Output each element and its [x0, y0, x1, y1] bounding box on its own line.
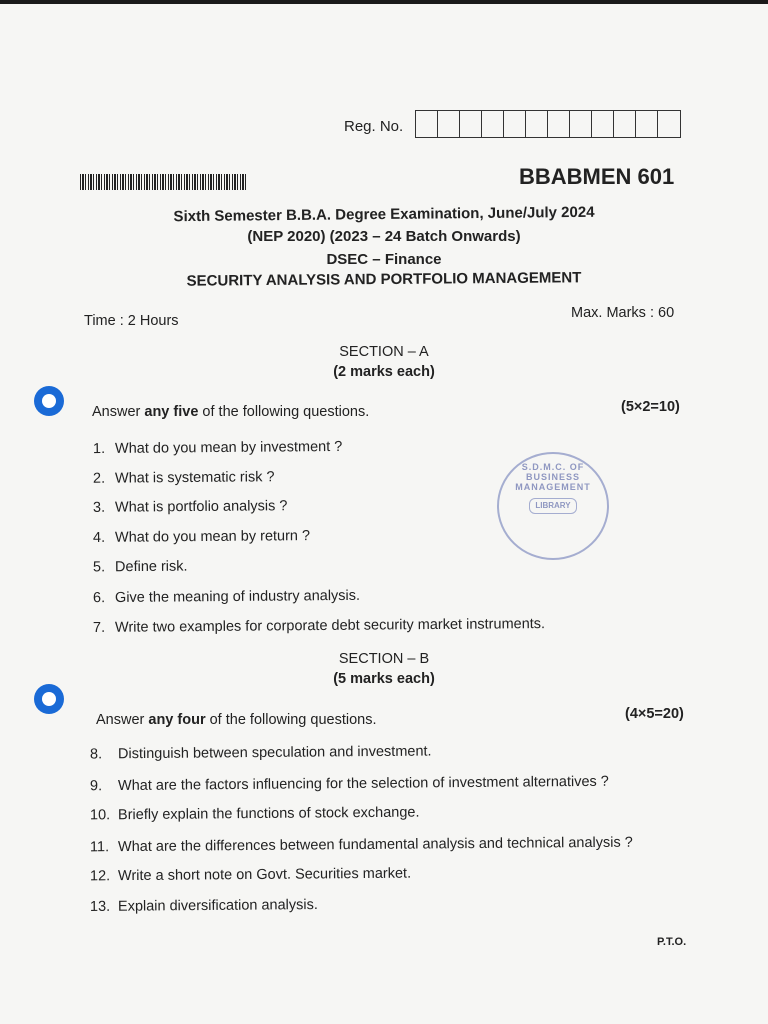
paper-code: BBABMEN 601	[519, 164, 675, 189]
question-item	[90, 897, 318, 915]
question-item	[93, 469, 275, 487]
section-b-instruction: Answer any four of the following questions.	[96, 712, 377, 728]
question-text: What are the factors influencing for the selection of investment alternatives ?	[117, 773, 609, 794]
question-number: 12.	[89, 868, 111, 885]
question-item	[93, 499, 288, 517]
question-text: Define risk.	[114, 558, 188, 576]
question-item	[93, 558, 188, 575]
please-turn-over: P.T.O.	[657, 936, 687, 948]
reg-no-box	[482, 111, 504, 137]
reg-no-boxes	[415, 110, 681, 138]
question-number: 11.	[89, 838, 110, 855]
question-text: Give the meaning of industry analysis.	[114, 587, 361, 606]
question-item	[90, 744, 432, 763]
reg-no-box	[526, 111, 548, 137]
scan-top-edge	[0, 0, 768, 4]
question-item	[93, 616, 545, 636]
section-b-marks-note: (5 marks each)	[333, 671, 435, 687]
question-number: 3.	[92, 500, 106, 517]
section-a-instruction: Answer any five of the following questions.	[92, 404, 370, 420]
reg-no-box	[460, 111, 482, 137]
section-a-heading: SECTION – A	[339, 344, 429, 360]
reg-no-box	[636, 111, 658, 137]
question-text: Distinguish between speculation and investment.	[117, 743, 432, 763]
reg-no-box	[570, 111, 592, 137]
question-text: What do you mean by investment ?	[114, 438, 343, 457]
exam-scheme: (NEP 2020) (2023 – 24 Batch Onwards)	[247, 228, 521, 245]
question-item	[90, 834, 633, 855]
question-text: Explain diversification analysis.	[117, 896, 318, 915]
question-number: 6.	[92, 589, 106, 606]
exam-title: Sixth Semester B.B.A. Degree Examination, June/July 2024	[173, 203, 595, 226]
question-number: 1.	[92, 440, 106, 458]
question-item	[93, 587, 360, 605]
reg-no-box	[504, 111, 526, 137]
reg-no-box	[592, 111, 614, 137]
question-item	[90, 773, 609, 794]
question-text: What do you mean by return ?	[114, 528, 311, 546]
question-item	[93, 528, 310, 546]
question-number: 2.	[92, 470, 106, 487]
barcode	[80, 174, 246, 190]
question-number: 7.	[92, 620, 106, 637]
exam-stream: DSEC – Finance	[326, 251, 442, 268]
exam-subject: SECURITY ANALYSIS AND PORTFOLIO MANAGEMENT	[186, 269, 582, 290]
question-text: Write a short note on Govt. Securities market.	[117, 865, 412, 885]
question-text: Briefly explain the functions of stock exchange.	[117, 804, 420, 824]
question-number: 9.	[89, 777, 103, 794]
reg-no-box	[548, 111, 570, 137]
reg-no-label: Reg. No.	[344, 118, 404, 135]
question-item	[90, 805, 420, 824]
question-text: What is portfolio analysis ?	[114, 498, 288, 517]
max-marks: Max. Marks : 60	[571, 305, 675, 321]
question-text: What is systematic risk ?	[114, 468, 275, 487]
section-b-heading: SECTION – B	[338, 651, 430, 667]
question-item	[90, 866, 411, 885]
question-number: 4.	[92, 529, 106, 547]
question-item	[93, 439, 342, 457]
punch-hole-icon	[34, 386, 64, 416]
exam-duration: Time : 2 Hours	[84, 313, 179, 329]
question-text: Write two examples for corporate debt security market instruments.	[114, 616, 546, 636]
reg-no-box	[614, 111, 636, 137]
question-number: 5.	[92, 559, 106, 576]
question-text: What are the differences between fundamental analysis and technical analysis ?	[117, 834, 633, 855]
punch-hole-icon	[34, 684, 64, 714]
question-number: 13.	[89, 898, 111, 915]
section-a-marks-note: (2 marks each)	[333, 364, 435, 380]
reg-no-box	[416, 111, 438, 137]
section-b-total: (4×5=20)	[625, 706, 684, 722]
library-stamp: S.D.M.C. OF BUSINESS MANAGEMENT LIBRARY	[497, 452, 609, 560]
reg-no-box	[438, 111, 460, 137]
question-number: 8.	[89, 746, 103, 763]
question-number: 10.	[89, 807, 111, 824]
section-a-total: (5×2=10)	[621, 399, 680, 415]
reg-no-box	[658, 111, 680, 137]
